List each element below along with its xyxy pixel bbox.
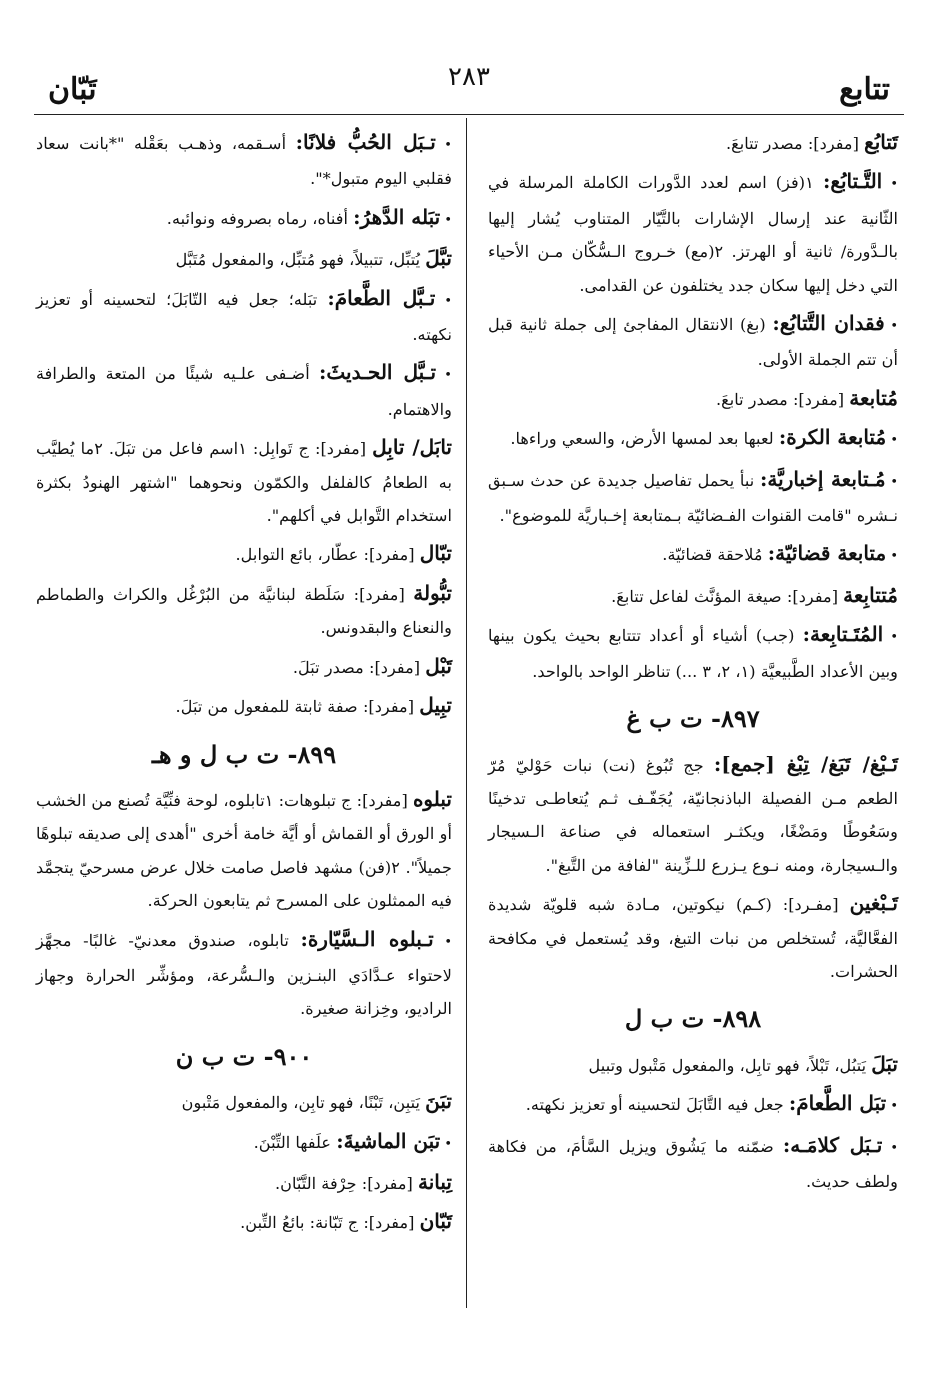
definition-text: [مفرد]: مصدر تتابعَ. <box>725 134 859 153</box>
definition-text: لعبها بعد لمسها الأرض، والسعي وراءها. <box>510 429 774 449</box>
headword: تبَن الماشيةَ: <box>336 1128 441 1153</box>
bullet-icon: • <box>884 319 899 335</box>
sub-sense <box>488 618 898 688</box>
sub-sense <box>488 421 898 457</box>
definition-text: [مفرد]: صيغة المؤنَّث لفاعل تتابعَ. <box>611 586 839 606</box>
bullet-icon: • <box>435 293 452 309</box>
dictionary-entry <box>36 1205 452 1239</box>
running-head <box>34 62 904 110</box>
bullet-icon: • <box>882 177 899 193</box>
headword: تابَل/ تابِل <box>372 435 452 460</box>
header-guide-word-right: تتابع <box>839 72 890 107</box>
headword: تَبّان <box>419 1209 452 1234</box>
dictionary-entry <box>36 242 452 276</box>
definition-text: ضمّنه ما يَشُوق ويزيل السَّأمَ، من فكاهة ولطف حديث. <box>488 1136 898 1191</box>
headword: تبّال <box>419 541 452 566</box>
headword: تبلوه <box>412 786 452 811</box>
bullet-icon: • <box>882 1140 898 1156</box>
definition-text: نبأ يحمل تفاصيل جديدة عن حدث سـبق نـشره "قامت القنوات الفـضائيّة بـمتابعة إخـباريَّة للموضوع". <box>488 470 898 526</box>
left-column <box>36 126 452 1245</box>
dictionary-entry <box>488 1048 898 1082</box>
definition-text: تبَله؛ جعل فيه التّابَلَ؛ لتحسينه أو تعزيز نكهته. <box>36 289 452 345</box>
headword: تبَله الدَّهرُ: <box>353 204 441 229</box>
headword: تـبَّل الطَّعامَ: <box>327 285 436 310</box>
definition-text: [مفرد]: ج تَوابِل: ١اسم فاعل من تبَلَ. ٢ما يُطيَّب به الطعامُ كالفلفل والكمّون ونحوهما "اشتهر الهنودُ بكثرة استخدام التَّوابل في أكلهم". <box>36 439 452 526</box>
dictionary-entry <box>36 1166 452 1200</box>
definition-text: يَتبِن، تَبْنًا، فهو تابِن، والمفعول مَتْبون <box>181 1093 421 1113</box>
bullet-icon: • <box>436 368 452 384</box>
sub-sense <box>488 1087 898 1123</box>
headword: تَـبْغين <box>849 891 898 916</box>
sub-sense <box>36 126 452 196</box>
headword: تبَلَ <box>871 1051 898 1076</box>
headword: مُتابعة <box>849 385 898 410</box>
headword: تبَل الطَّعامَ: <box>788 1091 887 1116</box>
headword: تبِيل <box>419 693 452 718</box>
headword: المُتَـتابِعة: <box>802 622 884 647</box>
definition-text: [مفرد]: مصدر تابعَ. <box>715 389 845 409</box>
definition-text: أسـقمه، وذهـب بعَقْله "*بانت سعاد فقلبي اليوم متبول*". <box>36 134 452 189</box>
headword: تـبلوه الـسَّيّارة: <box>300 926 434 951</box>
headword: تِبانة <box>418 1169 452 1194</box>
sub-sense <box>488 463 898 533</box>
right-column <box>488 126 898 1203</box>
definition-text: مُلاحقة قضائيّة. <box>662 545 763 565</box>
definition-text: جج تُبُوغ (نت) نبات حَوْليّ مُرّ الطعم مـن الفصيلة الباذنجانيّة، يُجَفّـف ثـم يُتعاطـى تدخينًا وسَعُوطًا ومَضْغًا، ويكثـر استعماله في صناعة الـسيجار والـسيجارة، ومنه نـوع يـزرع للـزِّينة "لفافة من التَّبغ". <box>488 755 898 875</box>
definition-text: [مفرد]: ج تَبّانة: بائعُ التِّبن. <box>240 1213 415 1233</box>
header-rule <box>34 114 904 115</box>
definition-text: [مفرد]: سَلَطة لبنانيَّة من البُرْغُل والكراث والطماطم والنعناع والبقدونس. <box>36 584 452 638</box>
header-guide-word-left: تَبّان <box>48 72 97 107</box>
dictionary-entry <box>36 537 452 571</box>
sub-sense <box>488 537 898 573</box>
sub-sense <box>36 1125 452 1161</box>
definition-text: أضـفى علـيه شيئًا من المتعة والطرافة والاهتمام. <box>36 364 452 419</box>
headword: تبُّولة <box>413 580 452 605</box>
headword: تَتابُع <box>864 130 898 154</box>
bullet-icon: • <box>883 630 898 646</box>
dictionary-entry <box>36 431 452 532</box>
headword: تـبَل الحُبُّ فلانًا: <box>295 130 436 154</box>
headword: تـبَّل الحـديثَ: <box>318 360 437 385</box>
dictionary-entry <box>488 579 898 613</box>
root-section-heading: ٨٩٩- ت ب ل و هـ <box>151 739 337 769</box>
bullet-icon: • <box>435 138 452 153</box>
bullet-icon: • <box>886 1099 898 1115</box>
root-section-heading: ٩٠٠- ت ب ن <box>175 1041 313 1071</box>
dictionary-entry <box>488 126 898 160</box>
dictionary-entry <box>36 1085 452 1119</box>
headword: تبَنَ <box>425 1089 452 1114</box>
definition-text: (بغ) الانتقال المفاجئ إلى جملة ثانية قبل أن تتم الجملة الأولى. <box>488 315 898 370</box>
sub-sense <box>488 165 898 302</box>
dictionary-entry <box>488 748 898 883</box>
bullet-icon: • <box>886 433 898 449</box>
headword: تَـبْغ/ تَبَغ/ تِبْغ [جمع]: <box>713 751 898 776</box>
definition-text: [مفـرد]: (كـم) نيكوتين، مـادة شبه قلويّة شديدة الفعَّاليَّة، تُستخلص من نبات التبغ، وقد يُستعمل في مكافحة الحشرات. <box>488 895 898 981</box>
headword: تبَّلَ <box>425 246 452 271</box>
definition-text: أفناه، رماه بصروفه ونوائبه. <box>166 208 348 228</box>
headword: التَّـتابُع: <box>822 169 883 194</box>
bullet-icon: • <box>433 934 452 950</box>
dictionary-entry <box>488 887 898 988</box>
dictionary-entry <box>36 783 452 918</box>
sub-sense <box>36 356 452 426</box>
headword: مُتتابِعة <box>843 582 898 607</box>
root-section-heading: ٨٩٨- ت ب ل <box>624 1004 762 1034</box>
definition-text: يَتبُل، تَبْلاً، فهو تابِل، والمفعول مَتْبول وتبيل <box>588 1055 867 1075</box>
dictionary-entry <box>36 689 452 723</box>
definition-text: علَفها التِّبْنَ. <box>253 1132 332 1152</box>
definition-text: (جب) أشياء أو أعداد تتتابع بحيث يكون بينها وبين الأعداد الطَّبيعيَّة (١، ٢، ٣ ...) تناظر الواحد بالواحد. <box>488 626 898 681</box>
headword: مُتابعة الكرة: <box>778 425 887 450</box>
dictionary-entry <box>36 650 452 684</box>
headword: متابعة قضائيّة: <box>767 541 887 566</box>
definition-text: [مفرد]: عطّار، بائع التوابل. <box>235 545 415 565</box>
sub-sense <box>36 201 452 237</box>
headword: مُـتابعة إخباريَّة: <box>760 466 886 491</box>
column-divider <box>466 118 467 1308</box>
sub-sense <box>36 282 452 352</box>
bullet-icon: • <box>440 212 452 228</box>
sub-sense <box>488 1129 898 1199</box>
definition-text: [مفرد]: مصدر تبَلَ. <box>292 657 421 677</box>
bullet-icon: • <box>440 1136 452 1152</box>
dictionary-entry <box>36 577 452 645</box>
definition-text: تابلوه، صندوق معدنيّ- غالبًا- مجهَّز لاحتواء عـدَّادَي البنـزين والـسُّرعة، ومؤشِّر الحرارة وجهاز الراديو، وخِزانة صغيرة. <box>36 930 452 1019</box>
dictionary-entry <box>488 382 898 416</box>
definition-text: [مفرد]: صفة ثابتة للمفعول من تبَلَ. <box>175 697 415 717</box>
definition-text: [مفرد]: ج تبلوهات: ١تابلوه، لوحة فنِّيَّة تُصنع من الخشب أو الورق أو القماش أو أيَّة خامة أخرى "أهدى إلى صديقه تبلوهًا جميلاً". ٢(فن) مشهد فاصل صامت خلال عرض مسرحيّ يتجمَّد فيه الممثلون على المسرح ثم يتابعون الحركة. <box>36 790 452 911</box>
headword: تـبَل كلامَـه: <box>782 1132 883 1157</box>
headword: فقدان التَّتابُع: <box>772 311 885 336</box>
sub-sense <box>488 307 898 377</box>
sub-sense <box>36 923 452 1026</box>
definition-text: جعل فيه التَّابَلَ لتحسينه أو تعزيز نكهته. <box>525 1095 784 1115</box>
bullet-icon: • <box>886 549 898 565</box>
definition-text: [مفرد]: حِرْفة التَّبّان. <box>274 1173 413 1193</box>
definition-text: يُتبِّل، تتبيلاً، فهو مُتبِّل، والمفعول مُتَبَّل <box>175 250 421 270</box>
root-section-heading: ٨٩٧- ت ب غ <box>626 704 760 734</box>
bullet-icon: • <box>885 474 898 490</box>
page-number: ٢٨٣ <box>448 62 490 92</box>
definition-text: ١(فز) اسم لعدد الدَّورات الكاملة المرسلة في الثّانية عند إرسال الإشارات بالتَّيّار المتناوب يُشار إليها بالـدَّورة/ ثانية أو الهرتز. ٢(مع) خـروج الـسُّكّان مـن الأحياء التي دخل إليها سكان جدد يختلفون عن القدامى. <box>488 173 898 295</box>
headword: تَبْل <box>425 653 452 678</box>
